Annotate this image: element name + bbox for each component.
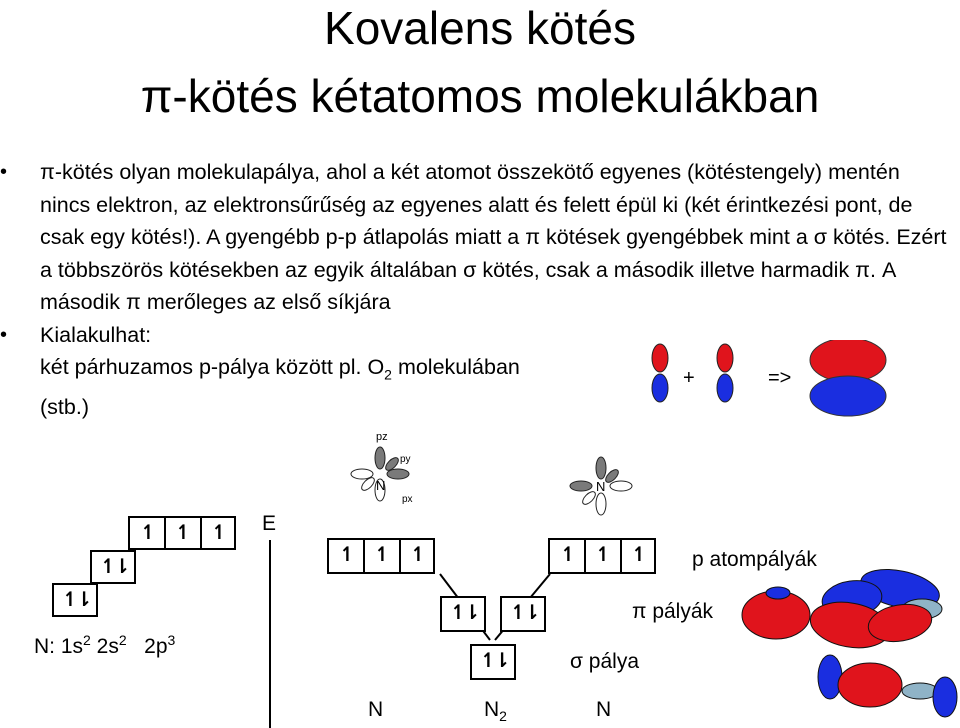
bullet-sub-line-2: (stb.) [40, 394, 89, 419]
x-label-n2: $N_2$ [484, 698, 507, 725]
bullet-text-1: • π-kötés olyan molekulapálya, ahol a két atomot összekötő egyenes (kötéstengely) mentén nincs elektron, az elektronsűrűség az egyenes alatt és felett épül ki (két érintkezési pont, de csak egy kötés!). A gyengébb p-p átlapolás miatt a π kötések gyengébbek mint a σ kötés. Ezért a többszörös kötésekben az egyik általában σ kötés, csak a második illetve harmadik π. A második π merőleges az első síkjára [18, 156, 948, 319]
molecular-orbital-renders [740, 565, 960, 728]
svg-text:py: py [400, 454, 411, 465]
sigma-orbital-label: σ pálya [570, 650, 639, 673]
bullet-text-2: • Kialakulhat: [18, 319, 948, 352]
orbital-box-2p: ↿ ↿ ↿ [128, 516, 236, 550]
svg-text:N: N [596, 479, 606, 494]
mo-box-pi-1: ↿⇂ [440, 596, 486, 632]
svg-text:px: px [402, 494, 413, 505]
svg-text:N: N [376, 478, 386, 493]
pi-orbitals-label: π pályák [632, 600, 714, 623]
orbital-box-1s: ↿⇂ [52, 583, 98, 617]
electron-configuration: N: $1s^2$ $2s^2$ $2p^3$ [34, 632, 176, 658]
pi-orbital-render [742, 565, 943, 654]
energy-label: E [262, 512, 277, 535]
svg-text:pz: pz [376, 432, 388, 443]
x-label-n-left: N [368, 698, 384, 721]
mo-box-pi-2: ↿⇂ [500, 596, 546, 632]
orbital-box-2s: ↿⇂ [90, 550, 136, 584]
bullet-sub-line: két párhuzamos p-pálya között pl. $O_2$ molekulában [40, 355, 520, 383]
p-orbitals-label: p atompályák [692, 548, 817, 571]
sigma-orbital-render [818, 655, 957, 717]
yields-arrow: => [768, 367, 792, 389]
x-label-n-right: N [596, 698, 612, 721]
title: Kovalens kötés [324, 2, 636, 54]
plus-sign: + [683, 367, 695, 389]
mo-box-right-p: ↿ ↿ ↿ [548, 538, 656, 574]
subtitle: π-kötés kétatomos molekulákban [140, 70, 820, 122]
mo-box-left-p: ↿ ↿ ↿ [327, 538, 435, 574]
mo-box-sigma: ↿⇂ [470, 644, 516, 680]
